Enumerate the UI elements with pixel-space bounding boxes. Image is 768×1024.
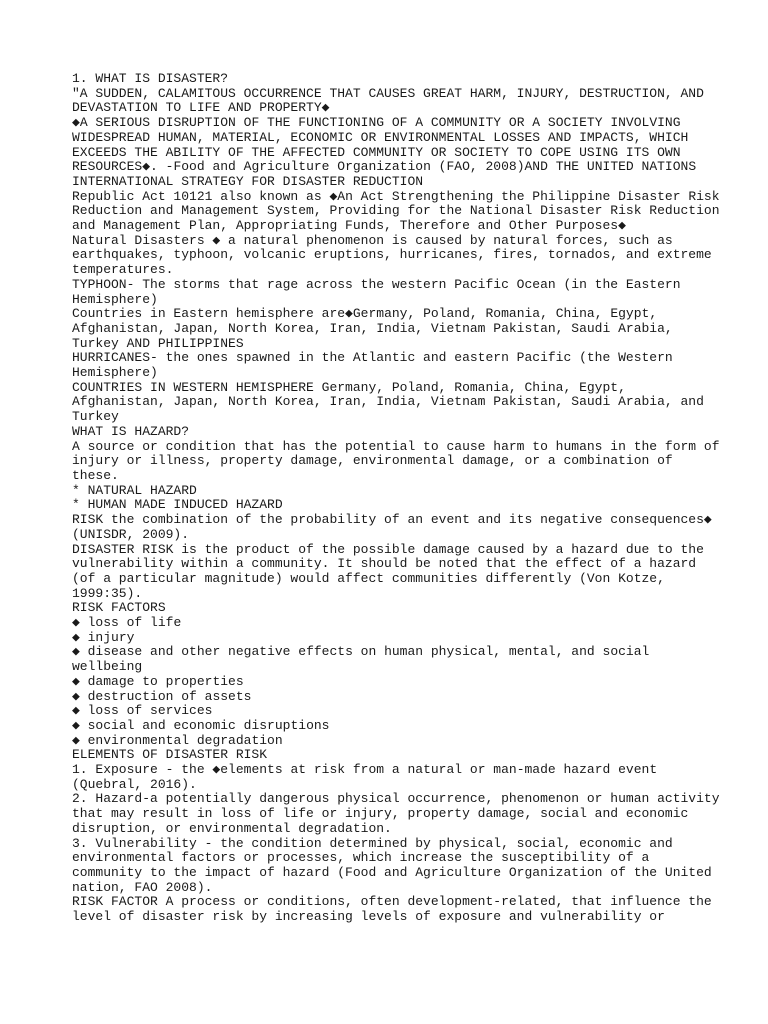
text-line: (of a particular magnitude) would affect communities differently (Von Kotze, (72, 570, 665, 586)
text-line: "A SUDDEN, CALAMITOUS OCCURRENCE THAT CAUSES GREAT HARM, INJURY, DESTRUCTION, AND (72, 85, 704, 101)
text-line: 1. WHAT IS DISASTER? (72, 71, 229, 86)
text-line: * NATURAL HAZARD (72, 482, 197, 498)
text-line: Afghanistan, Japan, North Korea, Iran, India, Vietnam Pakistan, Saudi Arabia, and (72, 394, 704, 410)
text-line: ◆ loss of life (72, 615, 182, 631)
text-line: nation, FAO 2008). (72, 879, 213, 895)
text-line: 3. Vulnerability - the condition determined by physical, social, economic and (72, 835, 673, 851)
text-line: ◆ destruction of assets (72, 688, 252, 704)
text-line: ◆ social and economic disruptions (72, 717, 330, 733)
text-line: that may result in loss of life or injury, property damage, social and economic (72, 806, 689, 822)
text-line: Afghanistan, Japan, North Korea, Iran, India, Vietnam Pakistan, Saudi Arabia, (72, 320, 673, 336)
text-line: ELEMENTS OF DISASTER RISK (72, 747, 268, 763)
text-line: temperatures. (72, 262, 174, 278)
text-line: environmental factors or processes, which increase the susceptibility of a (72, 850, 650, 866)
text-line: ◆ damage to properties (72, 673, 244, 689)
text-line: HURRICANES- the ones spawned in the Atlantic and eastern Pacific (the Western (72, 350, 673, 366)
text-line: level of disaster risk by increasing levels of exposure and vulnerability or (72, 909, 665, 925)
text-line: * HUMAN MADE INDUCED HAZARD (72, 497, 283, 513)
text-line: TYPHOON- The storms that rage across the western Pacific Ocean (in the Eastern (72, 276, 681, 292)
text-line: 1999:35). (72, 585, 143, 601)
text-line: DISASTER RISK is the product of the possible damage caused by a hazard due to the (72, 541, 704, 557)
text-line: 1. Exposure - the ◆elements at risk from a natural or man-made hazard event (72, 762, 658, 778)
text-line: vulnerability within a community. It should be noted that the effect of a hazard (72, 556, 697, 572)
text-line: A source or condition that has the potential to cause harm to humans in the form of (72, 438, 720, 454)
text-line: RISK FACTORS (72, 600, 166, 616)
text-line: INTERNATIONAL STRATEGY FOR DISASTER REDUCTION (72, 173, 424, 189)
text-line: EXCEEDS THE ABILITY OF THE AFFECTED COMMUNITY OR SOCIETY TO COPE USING ITS OWN (72, 144, 681, 160)
text-line: ◆A SERIOUS DISRUPTION OF THE FUNCTIONING OF A COMMUNITY OR A SOCIETY INVOLVING (72, 115, 681, 131)
text-line: ◆ environmental degradation (72, 732, 283, 748)
text-line: injury or illness, property damage, environmental damage, or a combination of (72, 453, 673, 469)
text-line: disruption, or environmental degradation. (72, 820, 392, 836)
text-line: 2. Hazard-a potentially dangerous physical occurrence, phenomenon or human activity (72, 791, 720, 807)
text-line: wellbeing (72, 659, 143, 675)
text-line: Turkey AND PHILIPPINES (72, 335, 244, 351)
text-line: community to the impact of hazard (Food and Agriculture Organization of the United (72, 864, 712, 880)
text-line: (Quebral, 2016). (72, 776, 197, 792)
text-line: Countries in Eastern hemisphere are◆Germany, Poland, Romania, China, Egypt, (72, 306, 658, 322)
document-page (72, 71, 720, 925)
text-line: Natural Disasters ◆ a natural phenomenon is caused by natural forces, such as (72, 232, 673, 248)
text-line: earthquakes, typhoon, volcanic eruptions, hurricanes, fires, tornados, and extreme (72, 247, 712, 263)
text-line: Reduction and Management System, Providing for the National Disaster Risk Reduction (72, 203, 720, 219)
text-line: RESOURCES◆. -Food and Agriculture Organization (FAO, 2008)AND THE UNITED NATIONS (72, 159, 697, 175)
text-line: ◆ loss of services (72, 703, 213, 719)
text-line: RISK the combination of the probability of an event and its negative consequences◆ (72, 512, 712, 528)
text-line: Turkey (72, 409, 119, 425)
text-line: and Management Plan, Appropriating Funds, Therefore and Other Purposes◆ (72, 218, 626, 234)
text-line: (UNISDR, 2009). (72, 526, 190, 542)
text-line: WHAT IS HAZARD? (72, 423, 190, 439)
text-line: RISK FACTOR A process or conditions, often development-related, that influence the (72, 894, 712, 910)
text-line: Hemisphere) (72, 291, 158, 307)
text-line: Republic Act 10121 also known as ◆An Act Strengthening the Philippine Disaster Risk (72, 188, 720, 204)
text-line: these. (72, 467, 119, 483)
text-line: WIDESPREAD HUMAN, MATERIAL, ECONOMIC OR ENVIRONMENTAL LOSSES AND IMPACTS, WHICH (72, 129, 689, 145)
text-line: DEVASTATION TO LIFE AND PROPERTY◆ (72, 100, 330, 116)
text-line: ◆ injury (72, 629, 135, 645)
text-line: COUNTRIES IN WESTERN HEMISPHERE Germany, Poland, Romania, China, Egypt, (72, 379, 626, 395)
text-line: Hemisphere) (72, 365, 158, 381)
text-line: ◆ disease and other negative effects on human physical, mental, and social (72, 644, 650, 660)
